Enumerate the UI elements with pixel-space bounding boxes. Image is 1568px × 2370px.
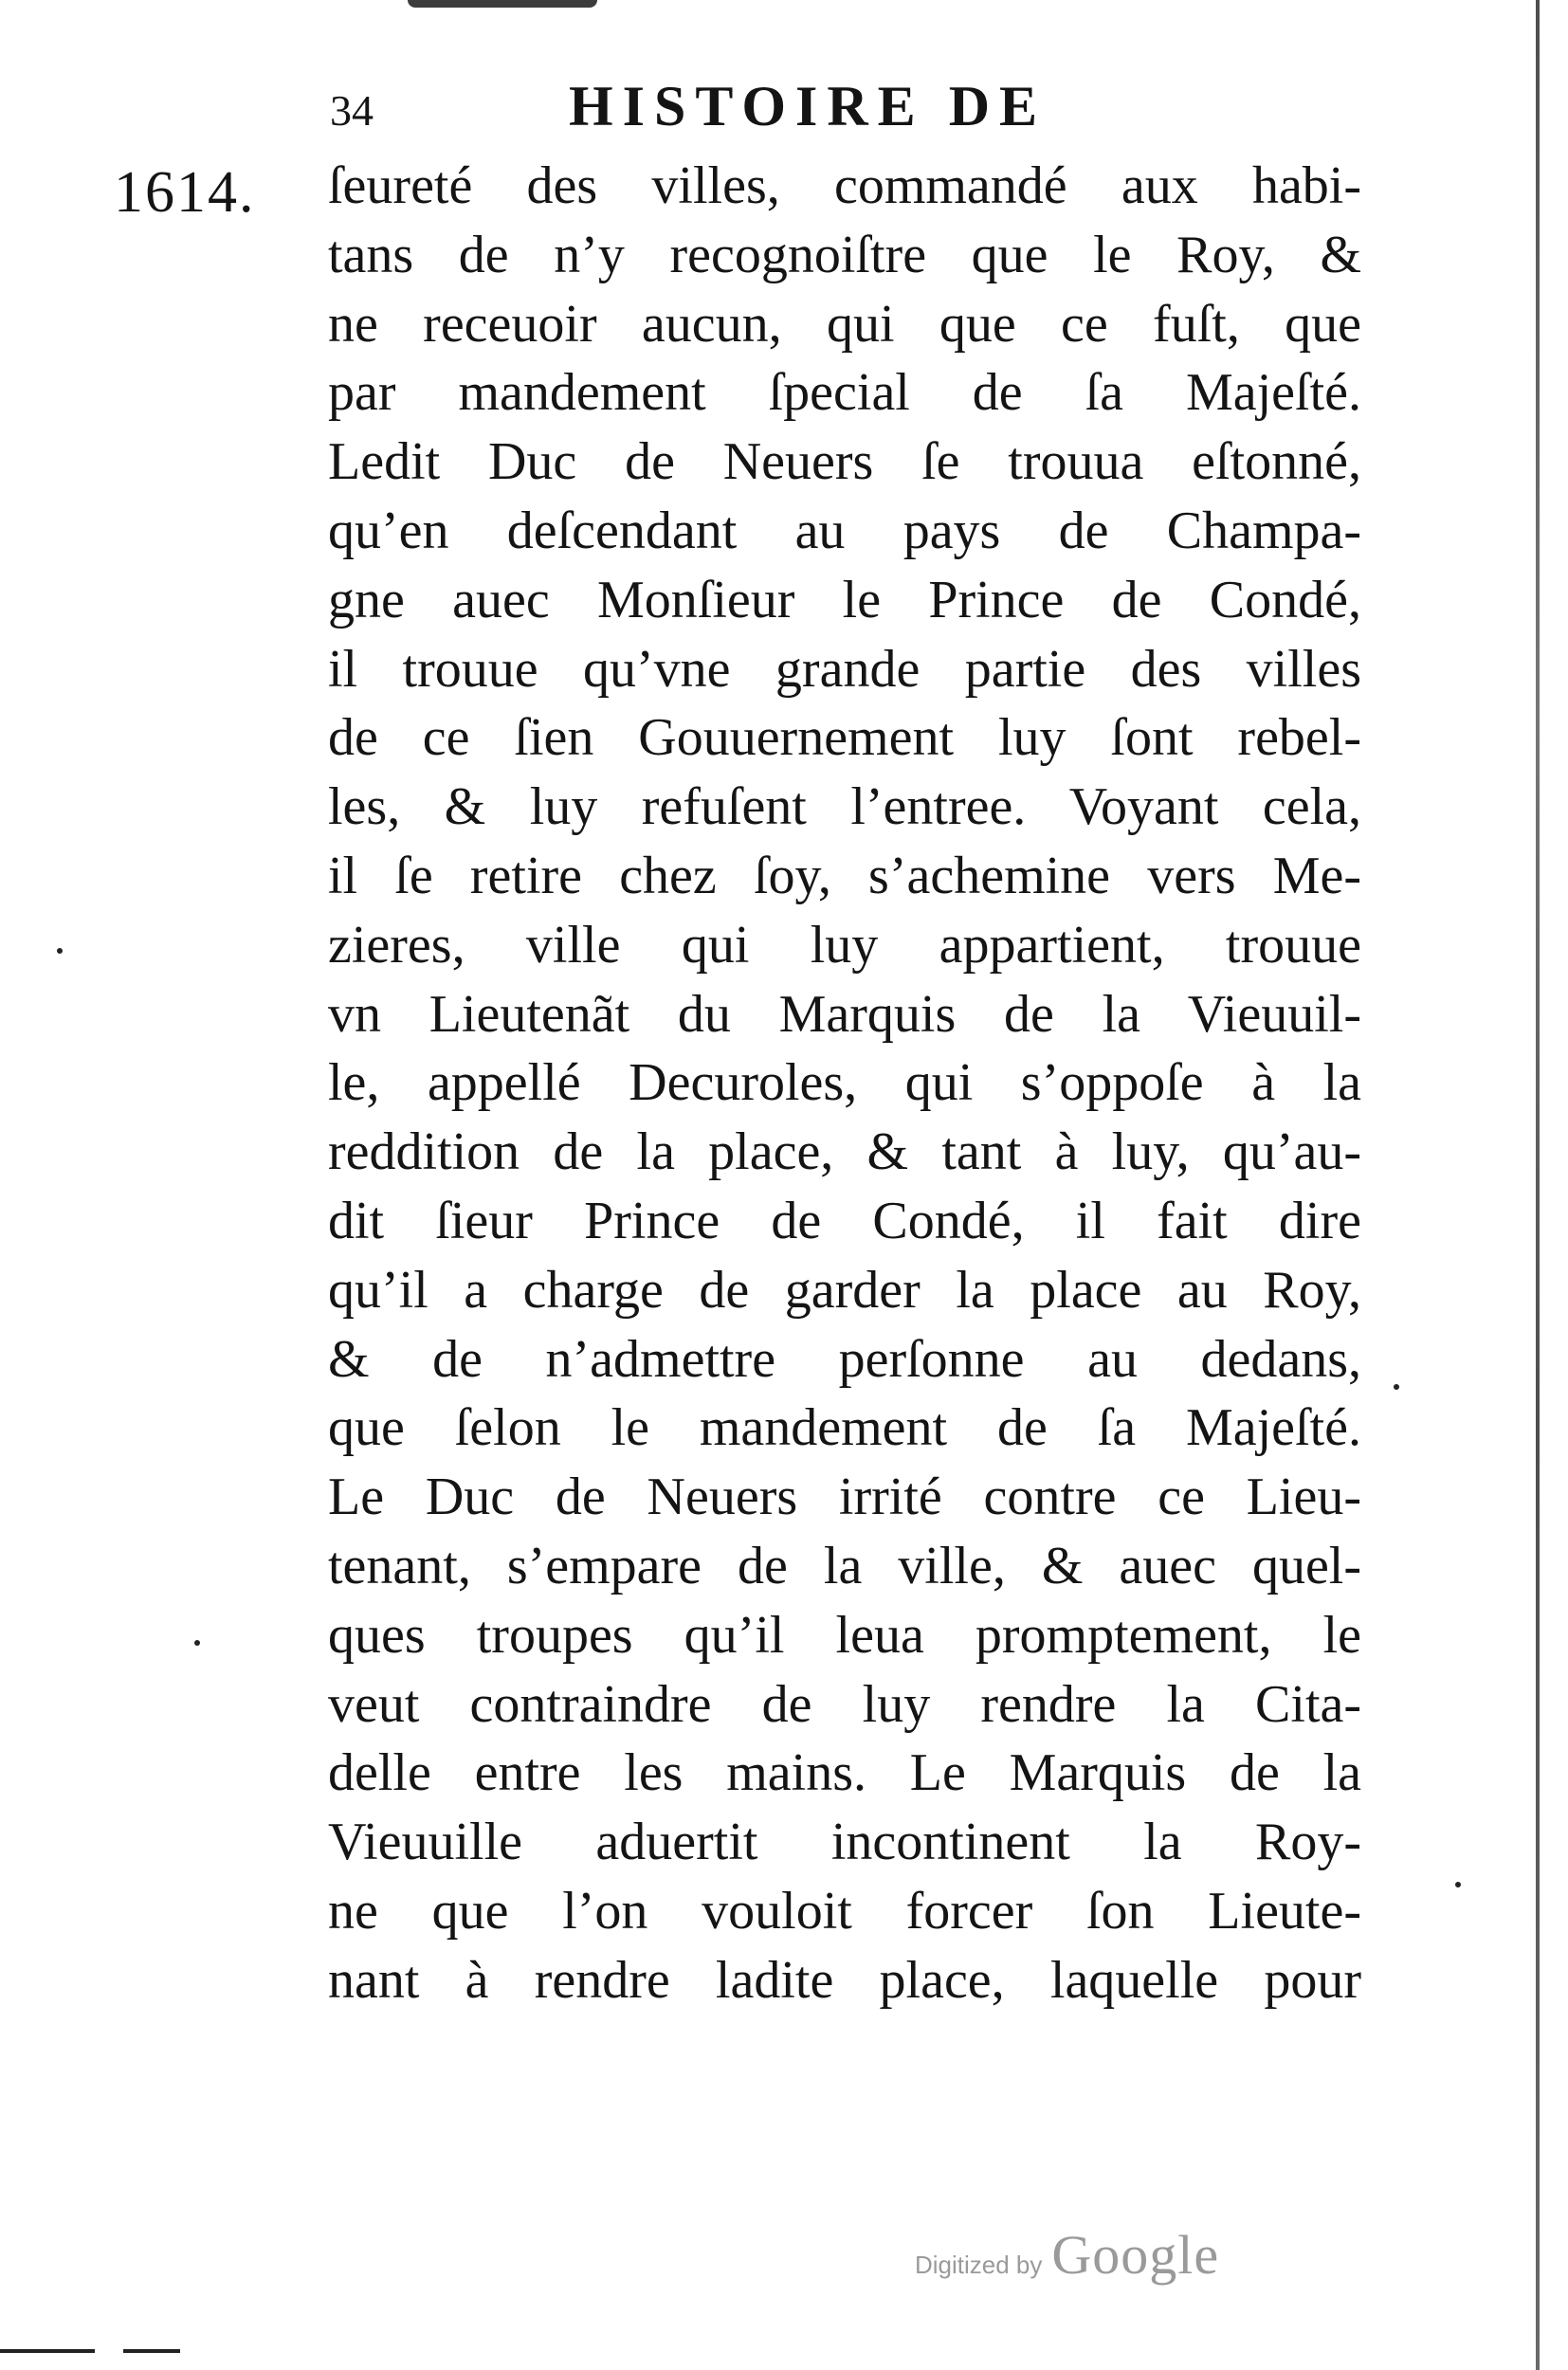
scan-speck: [1394, 1384, 1399, 1390]
text-line: ne receuoir aucun, qui que ce fuſt, que: [328, 294, 1361, 354]
text-line: il ſe retire chez ſoy, s’achemine vers Me-: [328, 846, 1361, 905]
scan-bottom-edge: [123, 2349, 180, 2353]
digitized-label: Digitized by: [915, 2251, 1043, 2279]
text-line: gne auec Monſieur le Prince de Condé,: [328, 570, 1361, 629]
text-line: qu’en deſcendant au pays de Champa-: [328, 501, 1361, 560]
text-line: ques troupes qu’il leua promptement, le: [328, 1605, 1361, 1665]
text-line: ne que l’on vouloit forcer ſon Lieute-: [328, 1881, 1361, 1941]
text-line: veut contraindre de luy rendre la Cita-: [328, 1674, 1361, 1734]
text-line: Ledit Duc de Neuers ſe trouua eſtonné,: [328, 432, 1361, 492]
text-line: nant à rendre ladite place, laquelle pour: [328, 1950, 1361, 2010]
text-line: delle entre les mains. Le Marquis de la: [328, 1743, 1361, 1803]
text-line: le, appellé Decuroles, qui s’oppoſe à la: [328, 1053, 1361, 1113]
text-line: vn Lieutenãt du Marquis de la Vieuuil-: [328, 984, 1361, 1044]
digitized-by-google-watermark: [915, 2223, 1219, 2289]
text-line: zieres, ville qui luy appartient, trouue: [328, 915, 1361, 975]
text-line: tenant, s’empare de la ville, & auec quel-: [328, 1536, 1361, 1595]
scan-speck: [57, 948, 63, 954]
scan-speck: [194, 1640, 200, 1646]
scan-top-edge: [408, 0, 597, 8]
margin-year-note: 1614.: [114, 160, 256, 225]
header-title: HISTOIRE DE: [569, 75, 1048, 137]
scan-bottom-edge: [0, 2349, 95, 2353]
text-line: dit ſieur Prince de Condé, il fait dire: [328, 1191, 1361, 1250]
text-line: reddition de la place, & tant à luy, qu’au-: [328, 1122, 1361, 1182]
text-line: les, & luy refuſent l’entree. Voyant cela,: [328, 777, 1361, 837]
text-line: que ſelon le mandement de ſa Majeſté.: [328, 1398, 1361, 1458]
scan-right-edge: [1536, 0, 1540, 2370]
text-line: par mandement ſpecial de ſa Majeſté.: [328, 363, 1361, 423]
running-head: [322, 66, 1365, 152]
text-line: qu’il a charge de garder la place au Roy,: [328, 1260, 1361, 1320]
text-line: tans de n’y recognoiſtre que le Roy, &: [328, 225, 1361, 284]
google-logo-text: Google: [1051, 2224, 1220, 2286]
scan-speck: [1455, 1882, 1461, 1887]
text-line: & de n’admettre perſonne au dedans,: [328, 1329, 1361, 1389]
text-line: Vieuuille aduertit incontinent la Roy-: [328, 1813, 1361, 1872]
text-line: de ce ſien Gouuernement luy ſont rebel-: [328, 708, 1361, 768]
text-line: il trouue qu’vne grande partie des villes: [328, 639, 1361, 699]
text-line: Le Duc de Neuers irrité contre ce Lieu-: [328, 1468, 1361, 1527]
page-number: 34: [330, 86, 374, 135]
body-text: [328, 152, 1361, 2015]
text-line: ſeureté des villes, commandé aux habi-: [328, 156, 1361, 215]
